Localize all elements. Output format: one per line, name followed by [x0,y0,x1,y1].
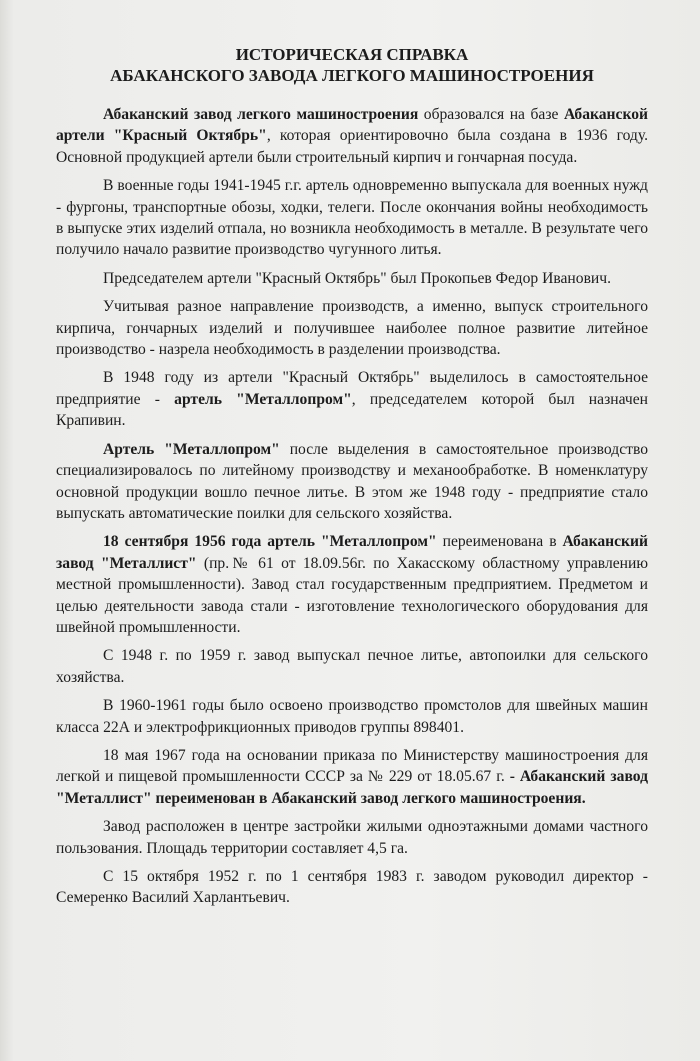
title-line-1: ИСТОРИЧЕСКАЯ СПРАВКА [235,45,469,64]
text-span: , которая ориентировочно была создана в 1936 году. Основной продукцией артели были строительный кирпич и гончарная посуда. [56,127,648,166]
paragraph-6 [56,439,648,525]
bold-span: артель "Металлопром" [174,390,352,408]
paragraph-7 [56,531,648,638]
paragraph-3: Председателем артели "Красный Октябрь" был Прокопьев Федор Иванович. [103,269,612,287]
paragraph-12: С 15 октября 1952 г. по 1 сентября 1983 г. заводом руководил директор - Семеренко Василий Харлантьевич. [56,868,648,907]
paragraph-2: В военные годы 1941-1945 г.г. артель одновременно выпускала для военных нужд - фургоны, транспортные обозы, ходки, телеги. После окончания войны необходимость в выпуске этих изделий отпала, но возникла необходимость в металле. В результате чего получило начало развитие производство чугунного литья. [56,177,648,259]
paragraph-8: С 1948 г. по 1959 г. завод выпускал печное литье, автопоилки для сельского хозяйства. [56,647,648,686]
bold-span: 18 сентября 1956 года артель "Металлопром" [103,533,437,551]
document-title [56,44,648,86]
paragraph-9: В 1960-1961 годы было освоено производство промстолов для швейных машин класса 22А и электрофрикционных приводов группы 898401. [56,697,648,736]
paragraph-4: Учитывая разное направление производств, а именно, выпуск строительного кирпича, гончарных изделий и получившее наиболее полное развитие литейное производство - назрела необходимость в разделении производства. [56,298,648,359]
paragraph-11: Завод расположен в центре застройки жилыми одноэтажными домами частного пользования. Площадь территории составляет 4,5 га. [56,818,648,857]
text-span: после выделения в самостоятельное производство специализировалось по литейному производству и механообработке. В номенклатуру основной продукции вошло печное литье. В этом же 1948 году - предприятие стало выпускать автоматические поилки для сельского хозяйства. [56,440,648,522]
bold-span: Артель "Металлопром" [103,440,280,458]
paragraph-1 [56,104,648,168]
bold-span: - Абаканский завод "Металлист" переименован в Абаканский завод легкого машиностроения. [56,768,649,807]
text-span: (пр.№ 61 от 18.09.56г. по Хакасскому областному управлению местной промышленности). Завод стал государственным предприятием. Предметом и целью деятельности завода стали - изготовление технологического оборудования для швейной промышленности. [56,554,649,636]
text-span: переименована в [436,533,563,551]
paragraph-5 [56,367,648,431]
text-span: , председателем которой был назначен Крапивин. [56,390,648,430]
text-span: образовался на базе [418,106,564,123]
bold-span: Абаканский завод легкого машиностроения [103,106,419,123]
text-span: В 1948 году из артели "Красный Октябрь" выделилось в самостоятельное предприятие - [56,369,648,408]
paragraph-10 [56,745,648,809]
bold-span: Абаканской артели "Красный Октябрь" [56,106,649,145]
bold-span: Абаканский завод "Металлист" [56,533,648,572]
title-line-2: АБАКАНСКОГО ЗАВОДА ЛЕГКОГО МАШИНОСТРОЕНИЯ [110,66,594,85]
text-span: 18 мая 1967 года на основании приказа по Министерству машиностроения для легкой и пищевой промышленности СССР за № 229 от 18.05.67 г. [56,746,648,786]
